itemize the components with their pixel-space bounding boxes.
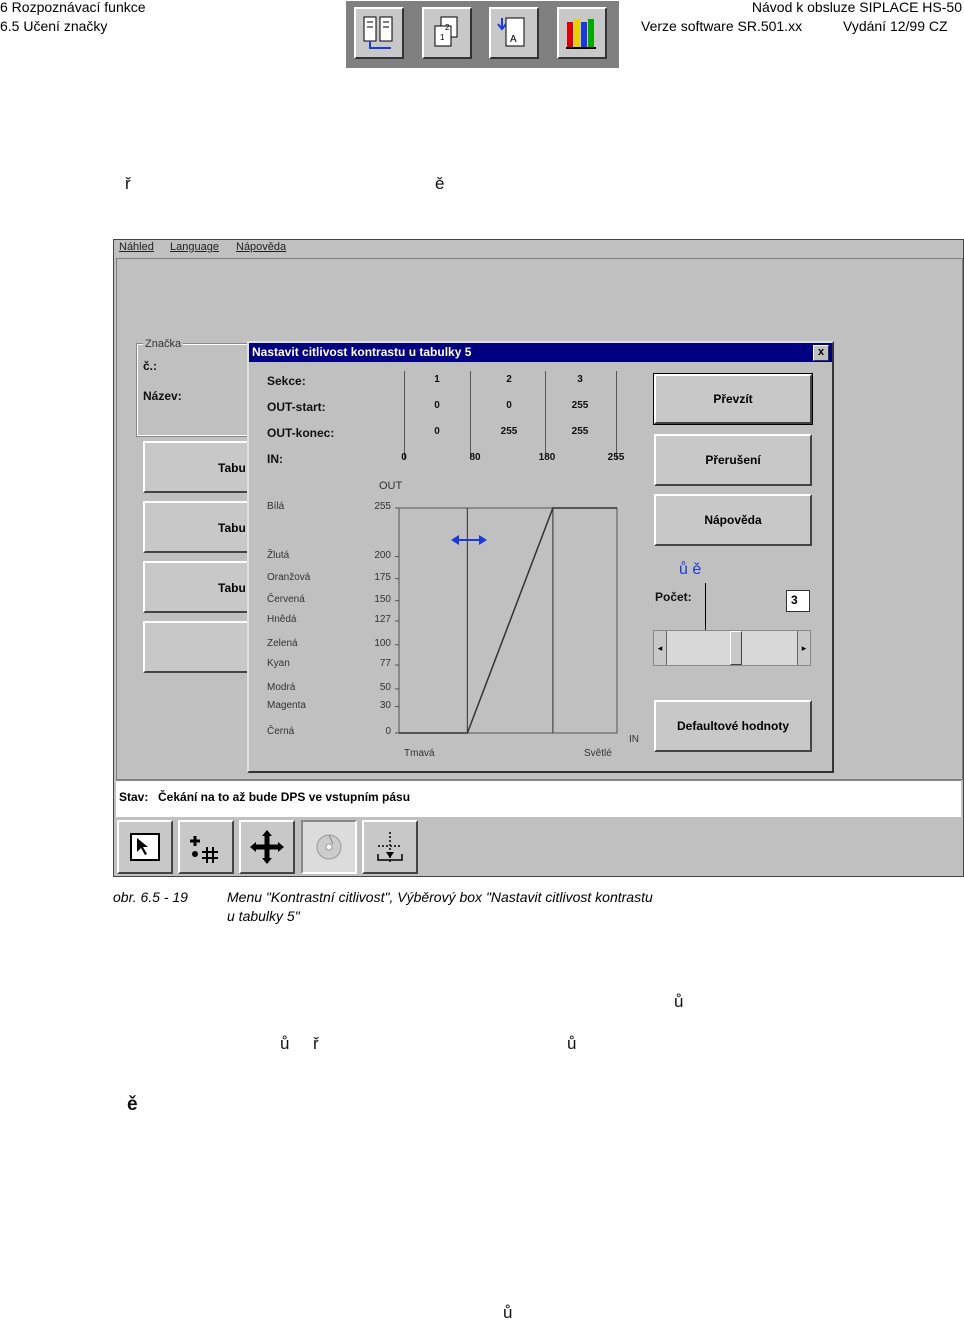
divider <box>404 371 405 459</box>
figure-caption-line1: Menu "Kontrastní citlivost", Výběrový box "Nastavit citlivost kontrastu <box>227 889 653 905</box>
in-value-3: 180 <box>538 452 556 463</box>
divider <box>616 371 617 459</box>
annotation: ů ě <box>679 561 702 578</box>
disc-icon[interactable] <box>301 820 357 874</box>
section-title: 6.5 Učení značky <box>0 18 108 34</box>
scale-color-name: Zelená <box>267 637 298 649</box>
label-in: IN: <box>267 452 283 466</box>
divider <box>545 371 546 459</box>
in-value-1: 0 <box>401 452 407 463</box>
divider <box>470 371 471 459</box>
fiducial-icon[interactable] <box>362 820 418 874</box>
dialog-titlebar <box>249 343 832 362</box>
scale-color-name: Modrá <box>267 681 296 693</box>
out-start-1: 0 <box>434 400 440 411</box>
count-label: Počet: <box>655 590 692 604</box>
svg-text:A: A <box>510 34 517 45</box>
text-fragment: ř <box>313 1034 319 1053</box>
contrast-curve-plot <box>379 493 639 753</box>
select-arrow-icon[interactable] <box>117 820 173 874</box>
scale-value: 77 <box>379 658 391 670</box>
manual-title: Návod k obsluze SIPLACE HS-50 <box>751 0 962 15</box>
horizontal-arrow-icon <box>451 535 487 545</box>
scale-value: 0 <box>385 726 391 737</box>
contents-icon[interactable] <box>354 7 404 59</box>
svg-text:1: 1 <box>440 33 445 42</box>
library-icon[interactable] <box>557 7 607 59</box>
scale-color-name: Magenta <box>267 699 306 711</box>
out-axis-label: OUT <box>379 480 403 492</box>
help-button[interactable]: Nápověda <box>654 494 812 546</box>
label-number: č.: <box>143 359 158 373</box>
menu-nahled[interactable]: Náhled <box>119 241 154 253</box>
in-axis-label: IN <box>629 734 639 745</box>
label-out-konec: OUT-konec: <box>267 426 335 440</box>
sekce-2: 2 <box>506 374 512 385</box>
count-field[interactable]: 3 <box>786 590 810 612</box>
out-konec-2: 255 <box>500 426 518 437</box>
scale-value: 50 <box>379 681 391 693</box>
figure-caption-line2: u tabulky 5" <box>227 908 300 924</box>
scale-value: 127 <box>374 613 391 625</box>
label-name: Název: <box>143 389 182 403</box>
bottom-toolbar <box>114 818 963 876</box>
out-konec-1: 0 <box>434 426 440 437</box>
scale-color-name: Hnědá <box>267 613 297 625</box>
x-left-label: Tmavá <box>404 748 435 759</box>
in-value-4: 255 <box>607 452 625 463</box>
text-fragment: ů <box>674 992 684 1011</box>
group-title: Značka <box>145 338 182 350</box>
scale-value: 30 <box>379 699 391 711</box>
scale-value: 150 <box>374 593 391 605</box>
menu-language[interactable]: Language <box>170 241 219 253</box>
table-button-2[interactable]: Tabu <box>143 501 263 553</box>
scale-color-name: Oranžová <box>267 571 311 583</box>
menu-bar <box>114 240 963 256</box>
contrast-dialog <box>247 341 834 773</box>
page-footer: ů <box>503 1303 513 1322</box>
cancel-button[interactable]: Přerušení <box>654 434 812 486</box>
move-cross-icon[interactable] <box>239 820 295 874</box>
edition: Vydání 12/99 CZ <box>843 18 948 34</box>
x-right-label: Světlé <box>584 748 612 759</box>
status-bar <box>116 780 961 817</box>
svg-text:2: 2 <box>445 23 450 32</box>
out-start-2: 0 <box>506 400 512 411</box>
out-konec-3: 255 <box>571 426 589 437</box>
scale-color-name: Červená <box>267 593 305 605</box>
scale-color-name: Černá <box>267 726 295 737</box>
figure-number: obr. 6.5 - 19 <box>113 889 188 905</box>
in-value-2: 80 <box>469 452 481 463</box>
nav-toolbar <box>346 1 619 68</box>
scroll-right-icon[interactable]: ▸ <box>797 631 810 665</box>
defaults-button[interactable]: Defaultové hodnoty <box>654 700 812 752</box>
scale-value: 175 <box>374 571 391 583</box>
screenshot-window <box>113 239 964 877</box>
label-out-start: OUT-start: <box>267 400 326 414</box>
sekce-1: 1 <box>434 374 440 385</box>
y-ticks <box>395 508 399 733</box>
scroll-left-icon[interactable]: ◂ <box>654 631 667 665</box>
table-button-3[interactable]: Tabu <box>143 561 263 613</box>
scale-value: 200 <box>374 549 391 561</box>
pages-icon[interactable] <box>422 7 472 59</box>
accept-button[interactable]: Převzít <box>654 374 812 424</box>
scale-color-name: Žlutá <box>267 549 290 561</box>
status-text: Čekání na to až bude DPS ve vstupním pásu <box>158 790 411 804</box>
text-fragment: ů <box>280 1034 290 1053</box>
label-sekce: Sekce: <box>267 374 306 388</box>
out-start-3: 255 <box>571 400 589 411</box>
slider-thumb[interactable] <box>730 631 742 665</box>
dialog-title: Nastavit citlivost kontrastu u tabulky 5 <box>252 345 472 359</box>
search-index-icon[interactable] <box>489 7 539 59</box>
table-button-4[interactable] <box>143 621 263 673</box>
scale-color-name: Kyan <box>267 658 290 670</box>
curve-line <box>399 508 617 733</box>
menu-napoveda[interactable]: Nápověda <box>236 241 287 253</box>
software-version: Verze software SR.501.xx <box>641 18 803 34</box>
scale-color-name: Bílá <box>267 501 285 512</box>
table-button-1[interactable]: Tabu <box>143 441 263 493</box>
close-icon[interactable]: x <box>813 345 829 361</box>
scale-value: 255 <box>374 501 391 512</box>
sekce-3: 3 <box>577 374 583 385</box>
chapter-title: 6 Rozpoznávací funkce <box>0 0 146 15</box>
scale-value: 100 <box>374 637 391 649</box>
grid-points-icon[interactable] <box>178 820 234 874</box>
text-fragment: ě <box>435 174 445 193</box>
status-label: Stav: <box>119 790 149 804</box>
text-fragment: ů <box>567 1034 577 1053</box>
text-fragment: ř <box>125 174 131 193</box>
count-slider[interactable] <box>653 630 811 666</box>
text-fragment: ě <box>127 1094 138 1115</box>
